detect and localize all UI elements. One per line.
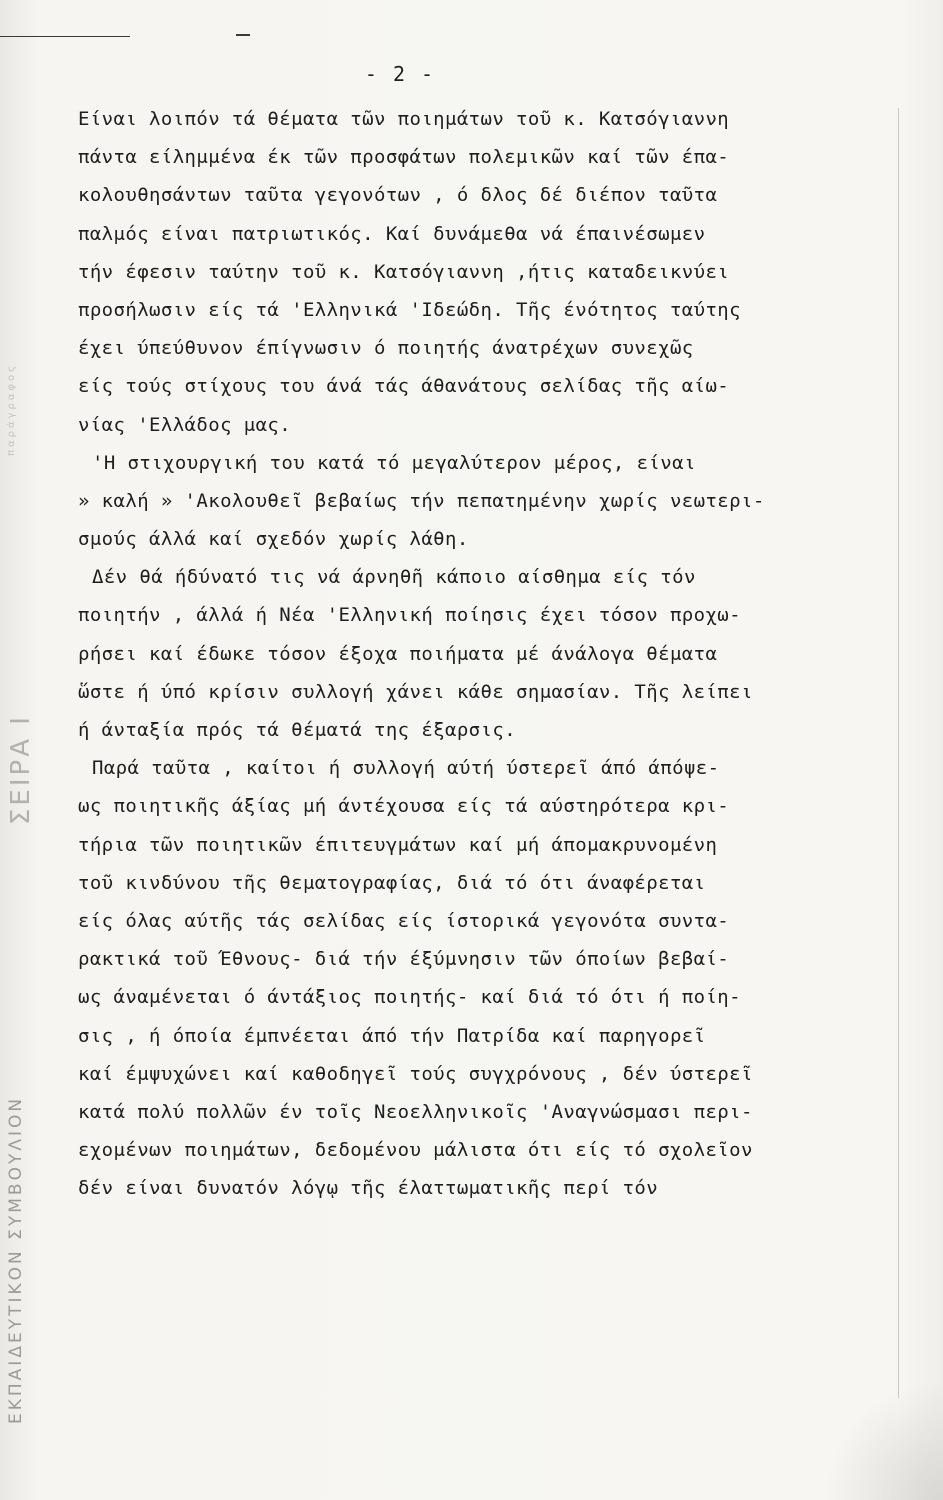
text-line: σις , ή όποία έμπνέεται άπό τήν Πατρίδα καί παρηγορεῖ <box>78 1024 706 1047</box>
text-line: Είναι λοιπόν τά θέματα τῶν ποιημάτων τοῦ κ. Κατσόγιαννη <box>78 108 730 130</box>
text-line: τήν έφεσιν ταύτην τοῦ κ. Κατσόγιαννη ,ήτις καταδεικνύει <box>78 260 730 283</box>
text-line: πάντα είλημμένα έκ τῶν προσφάτων πολεμικῶν καί τῶν έπα- <box>78 146 730 169</box>
text-line: ως ποιητικῆς άξίας μή άντέχουσα είς τά αύστηρότερα κρι- <box>78 795 730 818</box>
text-line: έχει ύπεύθυνον έπίγνωσιν ό ποιητής άνατρέχων συνεχῶς <box>78 337 694 360</box>
page-number: - 2 - <box>364 62 436 86</box>
text-line: ή άνταξία πρός τά θέματά της έξαρσις. <box>78 719 517 741</box>
text-line: κολουθησάντων ταῦτα γεγονότων , ό δλος δέ διέπον ταῦτα <box>78 184 718 207</box>
text-line: παλμός είναι πατριωτικός. Καί δυνάμεθα νά έπαινέσωμεν <box>78 222 706 245</box>
text-line: δέν είναι δυνατόν λόγῳ τῆς έλαττωματικῆς περί τόν <box>78 1177 659 1200</box>
text-line: ρήσει καί έδωκε τόσον έξοχα ποιήματα μέ άνάλογα θέματα <box>78 642 718 665</box>
text-line: ως άναμένεται ό άντάξιος ποιητής- καί διά τό ότι ή ποίη- <box>78 986 741 1009</box>
faint-bleed-text: παράγραφος <box>6 363 17 457</box>
spine-bleed-text: ΕΚΠΑΙΔΕΥΤΙΚΟΝ ΣΥΜΒΟΥΛΙΟΝ <box>6 1095 26 1425</box>
text-line: ὥστε ή ύπό κρίσιν συλλογή χάνει κάθε σημασίαν. Τῆς λείπει <box>78 680 753 703</box>
text-line: νίας 'Ελλάδος μας. <box>78 413 292 436</box>
top-edge-tick <box>236 34 250 36</box>
stamp-bleed-text: ΣΕΙΡΑ Ι <box>6 714 36 826</box>
text-line: τήρια τῶν ποιητικῶν έπιτευγμάτων καί μή άπομακρυνομένη <box>78 833 718 856</box>
text-line: ρακτικά τοῦ Έθνους- διά τήν έξύμνησιν τῶν όποίων βεβαί- <box>78 948 730 971</box>
text-line: κατά πολύ πολλῶν έν τοῖς Νεοελληνικοῖς 'Αναγνώσμασι περι- <box>78 1100 753 1123</box>
text-line: είς όλας αύτῆς τάς σελίδας είς ίστορικά γεγονότα συντα- <box>78 909 730 932</box>
text-line: Παρά ταῦτα , καίτοι ή συλλογή αύτή ύστερεῖ άπό άπόψε- <box>92 757 720 780</box>
typed-text-body <box>78 100 898 1207</box>
page-corner-shadow <box>823 1380 943 1500</box>
text-line: ποιητήν , άλλά ή Νέα 'Ελληνική ποίησις έχει τόσον προχω- <box>78 604 741 627</box>
text-line: 'Η στιχουργική του κατά τό μεγαλύτερον μέρος, είναι <box>92 451 696 474</box>
top-edge-mark <box>0 36 130 37</box>
text-line: τοῦ κινδύνου τῆς θεματογραφίας, διά τό ότι άναφέρεται <box>78 871 706 894</box>
text-line: σμούς άλλά καί σχεδόν χωρίς λάθη. <box>78 528 469 551</box>
text-line: Δέν θά ήδύνατό τις νά άρνηθῆ κάποιο αίσθημα είς τόν <box>92 566 696 589</box>
text-line: » καλή » 'Ακολουθεῖ βεβαίως τήν πεπατημένην χωρίς νεωτερι- <box>78 489 765 512</box>
text-line: εχομένων ποιημάτων, δεδομένου μάλιστα ότι είς τό σχολεῖον <box>78 1139 753 1162</box>
text-line: προσήλωσιν είς τά 'Ελληνικά 'Ιδεώδη. Τῆς ένότητος ταύτης <box>78 298 741 321</box>
right-margin-rule <box>898 108 899 1398</box>
text-line: καί έμψυχώνει καί καθοδηγεῖ τούς συγχρόνους , δέν ύστερεῖ <box>78 1062 753 1085</box>
text-line: είς τούς στίχους του άνά τάς άθανάτους σελίδας τῆς αίω- <box>78 375 730 398</box>
